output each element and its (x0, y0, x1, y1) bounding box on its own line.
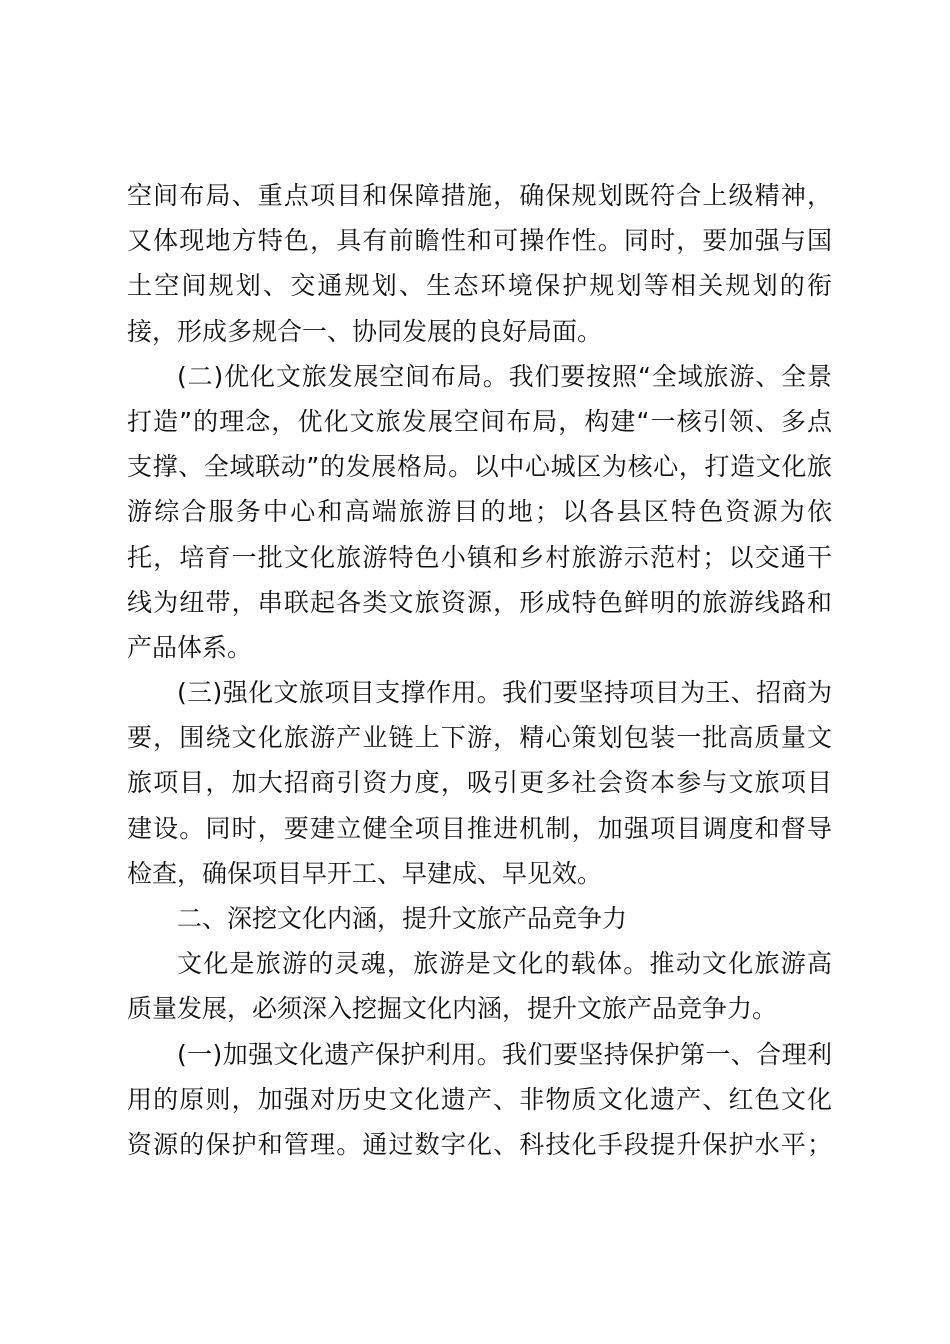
text-line: (一)加强文化遗产保护利用。我们要坚持保护第一、合理利 (177, 1039, 832, 1069)
text-line: 游综合服务中心和高端旅游目的地；以各县区特色资源为依 (127, 497, 832, 527)
text-line: 托，培育一批文化旅游特色小镇和乡村旅游示范村；以交通干 (127, 542, 832, 572)
text-line: 文化是旅游的灵魂，旅游是文化的载体。推动文化旅游高 (177, 949, 832, 979)
text-line: 线为纽带，串联起各类文旅资源，形成特色鲜明的旅游线路和 (127, 587, 832, 617)
text-line: 建设。同时，要建立健全项目推进机制，加强项目调度和督导 (127, 813, 832, 843)
text-line: 接，形成多规合一、协同发展的良好局面。 (127, 316, 603, 346)
text-line: 产品体系。 (127, 632, 253, 662)
text-line: 质量发展，必须深入挖掘文化内涵，提升文旅产品竞争力。 (127, 994, 778, 1024)
text-line: 旅项目，加大招商引资力度，吸引更多社会资本参与文旅项目 (127, 768, 832, 798)
text-line: 用的原则，加强对历史文化遗产、非物质文化遗产、红色文化 (127, 1084, 832, 1114)
text-line: (二)优化文旅发展空间布局。我们要按照“全域旅游、全景 (177, 361, 832, 391)
text-line: 检查，确保项目早开工、早建成、早见效。 (127, 858, 603, 888)
document-body (127, 173, 832, 1167)
text-line: 打造”的理念，优化文旅发展空间布局，构建“一核引领、多点 (127, 406, 832, 436)
text-line: 要，围绕文化旅游产业链上下游，精心策划包装一批高质量文 (127, 723, 832, 753)
text-line: (三)强化文旅项目支撑作用。我们要坚持项目为王、招商为 (177, 678, 832, 708)
text-line: 土空间规划、交通规划、生态环境保护规划等相关规划的衔 (127, 271, 832, 301)
text-line: 支撑、全域联动”的发展格局。以中心城区为核心，打造文化旅 (127, 452, 832, 482)
text-line: 资源的保护和管理。通过数字化、科技化手段提升保护水平； (127, 1129, 832, 1159)
text-line: 又体现地方特色，具有前瞻性和可操作性。同时，要加强与国 (127, 226, 832, 256)
text-line: 空间布局、重点项目和保障措施，确保规划既符合上级精神， (127, 181, 832, 210)
section-heading: 二、深挖文化内涵，提升文旅产品竞争力 (177, 904, 628, 933)
